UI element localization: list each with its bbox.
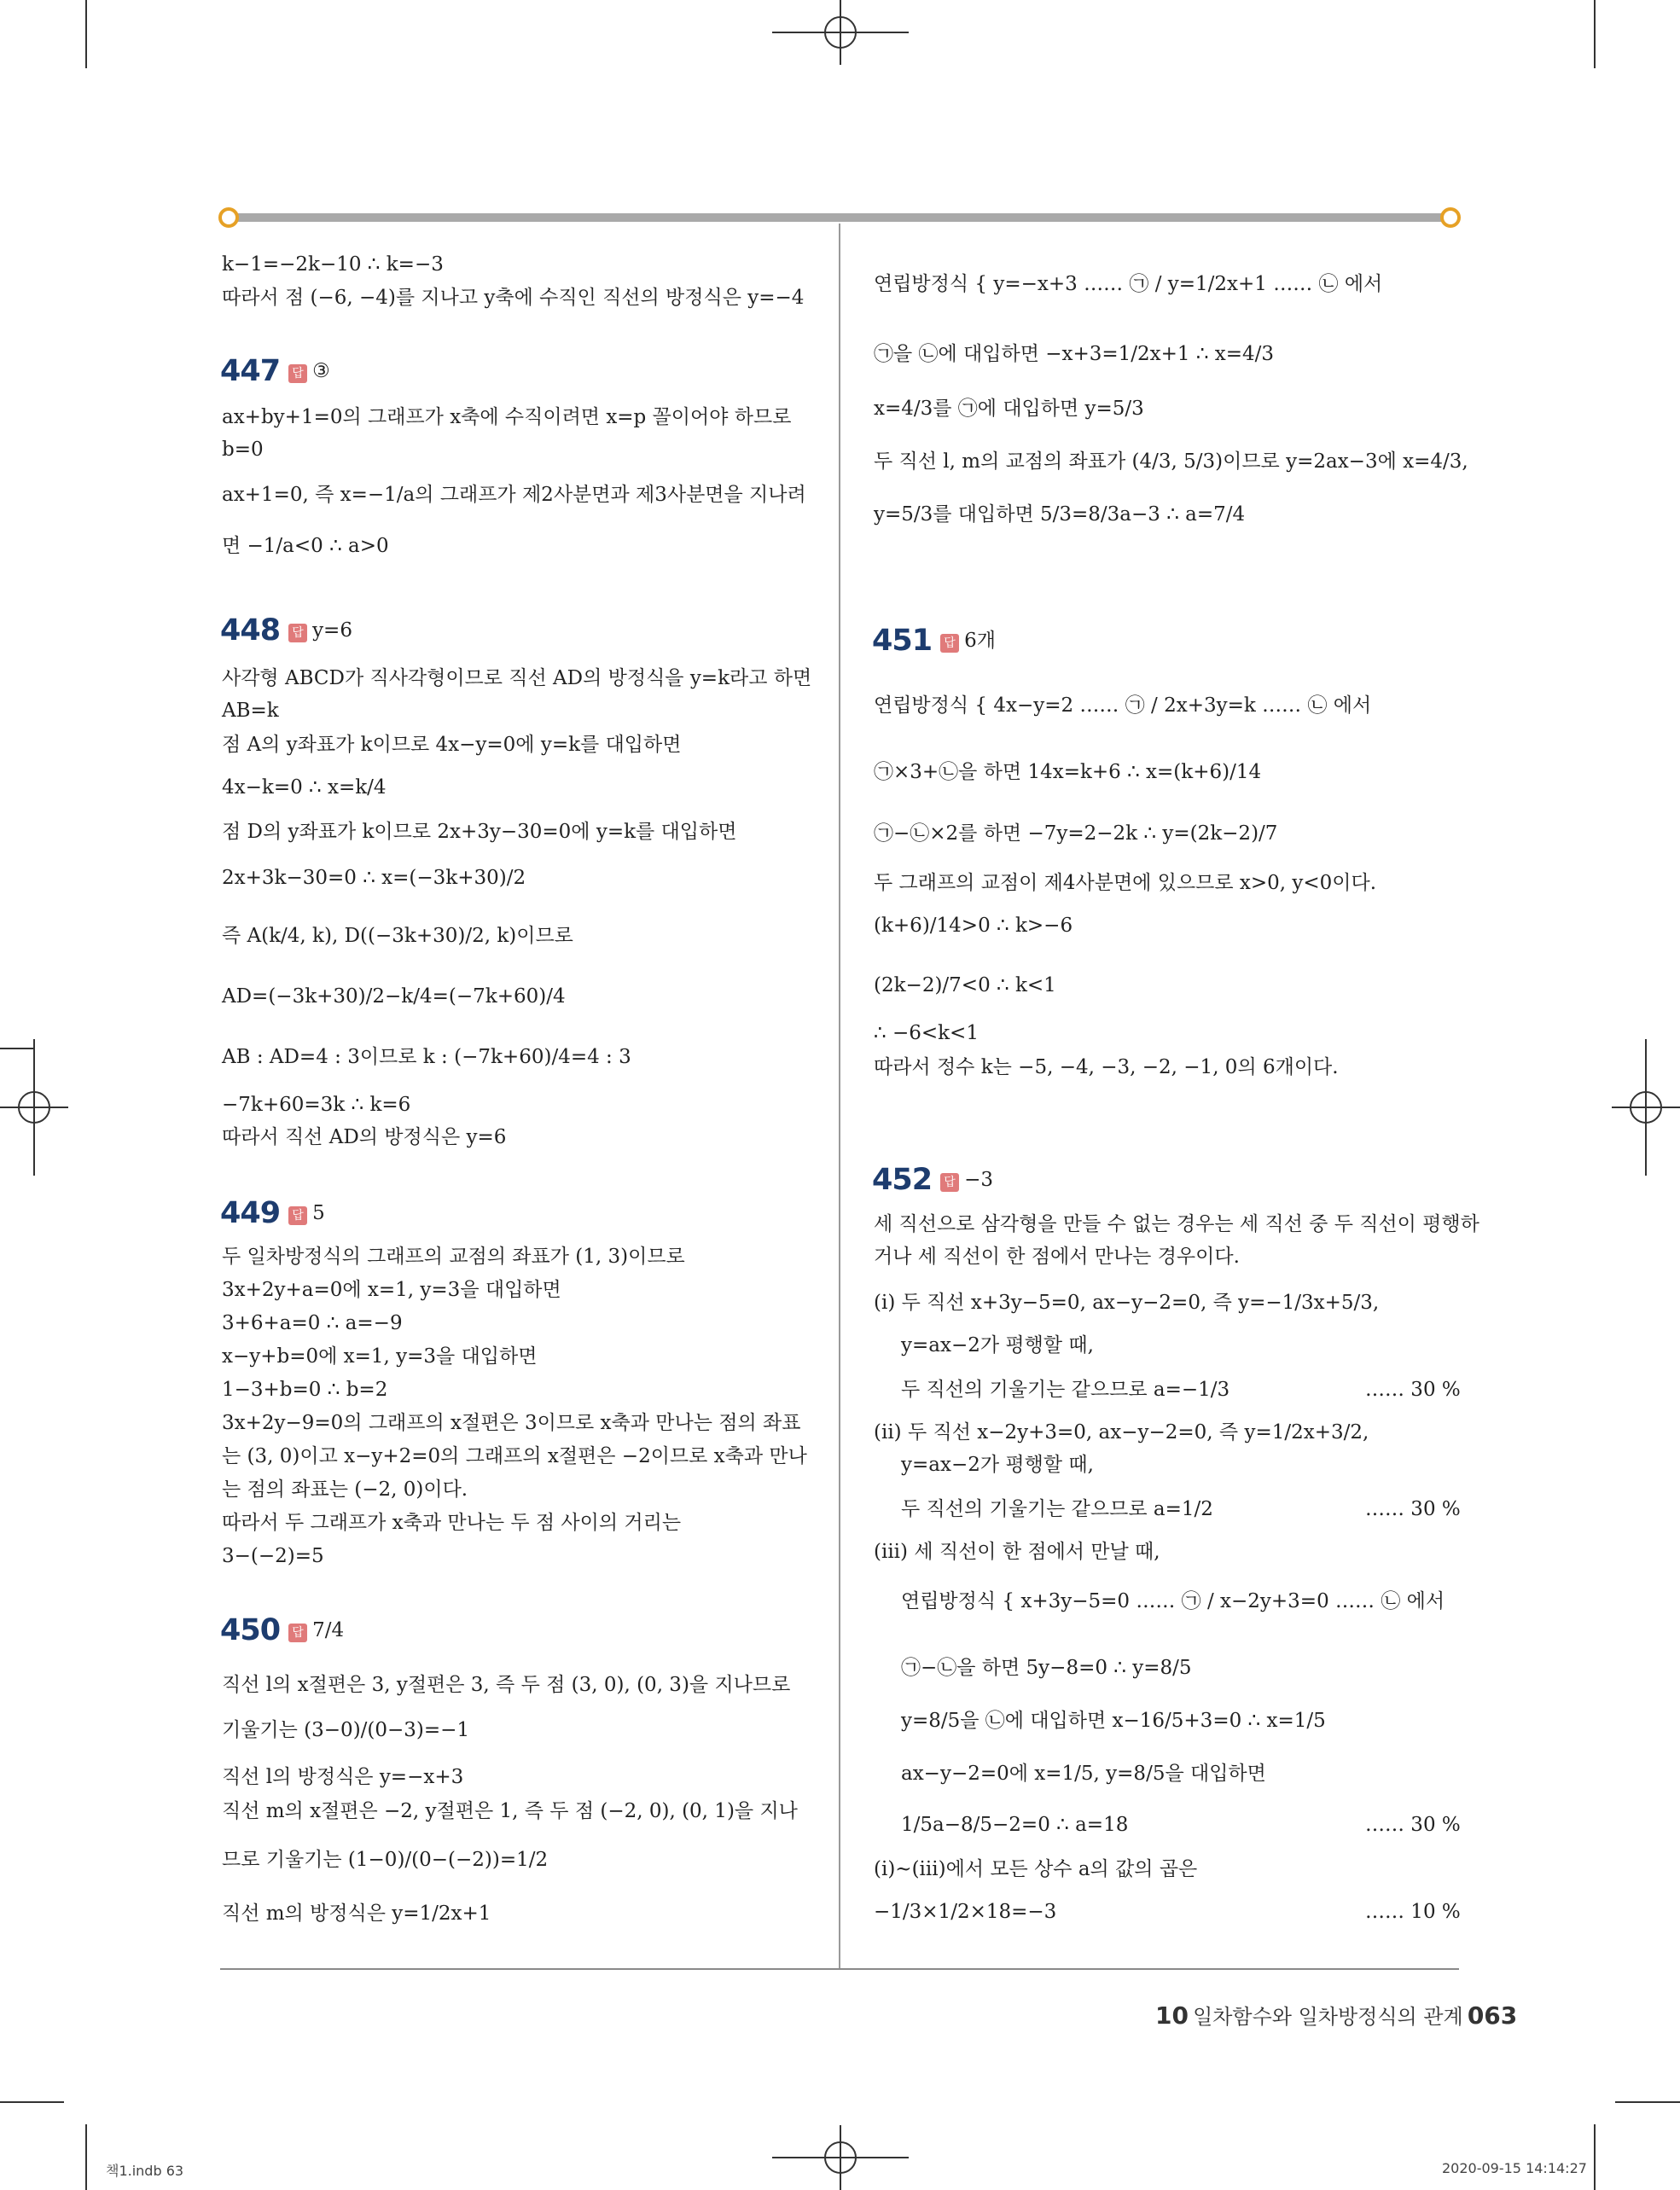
problem-header-451 (872, 621, 996, 661)
problem-header-452 (872, 1160, 993, 1200)
answer-value: 5 (312, 1202, 325, 1224)
text-line: k−1=−2k−10 ∴ k=−3 (222, 253, 444, 276)
text-line: 두 직선 l, m의 교점의 좌표가 (4/3, 5/3)이므로 y=2ax−3에 x=4/3, (874, 450, 1468, 473)
text-line: 두 직선의 기울기는 같으므로 a=−1/3 (901, 1379, 1230, 1401)
header-bar-dot-left (218, 207, 239, 228)
text-line: (i)~(iii)에서 모든 상수 a의 값의 곱은 (874, 1858, 1198, 1880)
text-line: 점 A의 y좌표가 k이므로 4x−y=0에 y=k를 대입하면 (222, 734, 682, 756)
text-line: b=0 (222, 439, 264, 461)
text-line: 두 직선의 기울기는 같으므로 a=1/2 (901, 1498, 1213, 1520)
text-line: 따라서 정수 k는 −5, −4, −3, −2, −1, 0의 6개이다. (874, 1056, 1339, 1078)
problem-number: 450 (220, 1613, 281, 1647)
text-line: AB : AD=4 : 3이므로 k : (−7k+60)/4=4 : 3 (222, 1046, 631, 1068)
text-line: 즉 A(k/4, k), D((−3k+30)/2, k)이므로 (222, 925, 573, 947)
text-line: ㉠×3+㉡을 하면 14x=k+6 ∴ x=(k+6)/14 (874, 761, 1262, 783)
score-percent: …… 30 % (1365, 1814, 1461, 1836)
text-line: 따라서 직선 AD의 방정식은 y=6 (222, 1126, 507, 1148)
text-line: 1/5a−8/5−2=0 ∴ a=18 (901, 1814, 1129, 1836)
text-line: y=ax−2가 평행할 때, (901, 1334, 1094, 1356)
crop-mark (1615, 2101, 1680, 2103)
answer-badge: 답 (288, 1624, 307, 1642)
registration-mark-top (772, 0, 909, 68)
chapter-number: 10 (1155, 2001, 1189, 2030)
text-line: (k+6)/14>0 ∴ k>−6 (874, 915, 1073, 937)
crop-mark (85, 0, 87, 68)
page-footer (1155, 2000, 1517, 2030)
problem-header-448 (220, 611, 352, 651)
text-line: 연립방정식 { x+3y−5=0 …… ㉠ / x−2y+3=0 …… ㉡ 에서 (901, 1590, 1445, 1612)
column-divider (839, 224, 840, 1968)
text-line: AB=k (222, 700, 279, 722)
text-line: 두 일차방정식의 그래프의 교점의 좌표가 (1, 3)이므로 (222, 1246, 685, 1268)
text-line: 3x+2y+a=0에 x=1, y=3을 대입하면 (222, 1279, 561, 1301)
text-line: 사각형 ABCD가 직사각형이므로 직선 AD의 방정식을 y=k라고 하면 (222, 667, 812, 689)
crop-mark (0, 2101, 64, 2103)
text-line: −1/3×1/2×18=−3 (874, 1901, 1057, 1923)
registration-mark-bottom (772, 2122, 909, 2190)
crop-mark (1594, 2124, 1596, 2190)
answer-badge: 답 (288, 624, 307, 642)
text-line: AD=(−3k+30)/2−k/4=(−7k+60)/4 (222, 985, 566, 1008)
answer-badge: 답 (940, 634, 959, 653)
text-line: ∴ −6<k<1 (874, 1022, 979, 1044)
page-number: 063 (1467, 2001, 1518, 2030)
text-line: 는 점의 좌표는 (−2, 0)이다. (222, 1478, 468, 1501)
registration-mark-left (0, 1039, 68, 1176)
crop-mark (1594, 0, 1596, 68)
text-line: 1−3+b=0 ∴ b=2 (222, 1379, 388, 1401)
text-line: ㉠−㉡×2를 하면 −7y=2−2k ∴ y=(2k−2)/7 (874, 822, 1278, 845)
file-name: 책1.indb 63 (106, 2163, 184, 2179)
answer-badge: 답 (288, 364, 307, 383)
text-line: ax+1=0, 즉 x=−1/a의 그래프가 제2사분면과 제3사분면을 지나려 (222, 484, 806, 506)
text-line: y=8/5을 ㉡에 대입하면 x−16/5+3=0 ∴ x=1/5 (901, 1710, 1326, 1732)
text-line: 므로 기울기는 (1−0)/(0−(−2))=1/2 (222, 1849, 549, 1871)
text-line: y=5/3를 대입하면 5/3=8/3a−3 ∴ a=7/4 (874, 503, 1246, 526)
text-line: 직선 m의 x절편은 −2, y절편은 1, 즉 두 점 (−2, 0), (0, 1)을 지나 (222, 1800, 798, 1822)
text-line: 연립방정식 { 4x−y=2 …… ㉠ / 2x+3y=k …… ㉡ 에서 (874, 694, 1372, 717)
text-line: 2x+3k−30=0 ∴ x=(−3k+30)/2 (222, 867, 526, 889)
text-line: (2k−2)/7<0 ∴ k<1 (874, 974, 1056, 996)
text-line: (iii) 세 직선이 한 점에서 만날 때, (874, 1541, 1160, 1563)
text-line: 두 그래프의 교점이 제4사분면에 있으므로 x>0, y<0이다. (874, 872, 1377, 894)
problem-header-450 (220, 1611, 344, 1651)
answer-badge: 답 (288, 1206, 307, 1225)
score-percent: …… 30 % (1365, 1498, 1461, 1520)
problem-number: 452 (872, 1163, 933, 1197)
bottom-rule (220, 1968, 1459, 1970)
problem-number: 448 (220, 613, 281, 648)
text-line: 면 −1/a<0 ∴ a>0 (222, 535, 389, 557)
text-line: 따라서 두 그래프가 x축과 만나는 두 점 사이의 거리는 (222, 1512, 682, 1534)
text-line: 직선 l의 방정식은 y=−x+3 (222, 1766, 464, 1788)
text-line: 직선 l의 x절편은 3, y절편은 3, 즉 두 점 (3, 0), (0, 3)을 지나므로 (222, 1674, 791, 1696)
header-bar (225, 213, 1450, 222)
text-line: ㉠−㉡을 하면 5y−8=0 ∴ y=8/5 (901, 1657, 1192, 1679)
crop-mark (85, 2124, 87, 2190)
print-timestamp: 2020-09-15 14:14:27 (1442, 2160, 1587, 2176)
answer-value: 7/4 (312, 1619, 345, 1641)
answer-value: 6개 (964, 630, 996, 652)
text-line: 는 (3, 0)이고 x−y+2=0의 그래프의 x절편은 −2이므로 x축과 만나 (222, 1445, 807, 1467)
problem-number: 449 (220, 1196, 281, 1230)
answer-value: y=6 (312, 619, 352, 642)
text-line: 기울기는 (3−0)/(0−3)=−1 (222, 1719, 470, 1741)
text-line: 3−(−2)=5 (222, 1545, 324, 1567)
text-line: x=4/3를 ㉠에 대입하면 y=5/3 (874, 398, 1144, 420)
text-line: −7k+60=3k ∴ k=6 (222, 1094, 411, 1116)
answer-badge: 답 (940, 1173, 959, 1192)
text-line: ax−y−2=0에 x=1/5, y=8/5을 대입하면 (901, 1763, 1266, 1785)
answer-value: ③ (312, 360, 330, 382)
text-line: y=ax−2가 평행할 때, (901, 1454, 1094, 1476)
text-line: x−y+b=0에 x=1, y=3을 대입하면 (222, 1345, 538, 1368)
text-line: (i) 두 직선 x+3y−5=0, ax−y−2=0, 즉 y=−1/3x+5/3, (874, 1292, 1380, 1314)
text-line: 점 D의 y좌표가 k이므로 2x+3y−30=0에 y=k를 대입하면 (222, 821, 737, 843)
text-line: ax+by+1=0의 그래프가 x축에 수직이려면 x=p 꼴이어야 하므로 (222, 406, 792, 428)
header-bar-dot-right (1440, 207, 1461, 228)
chapter-title: 일차함수와 일차방정식의 관계 (1193, 2005, 1463, 2029)
text-line: 세 직선으로 삼각형을 만들 수 없는 경우는 세 직선 중 두 직선이 평행하 (874, 1213, 1479, 1235)
text-line: 거나 세 직선이 한 점에서 만나는 경우이다. (874, 1246, 1240, 1268)
problem-header-449 (220, 1194, 325, 1234)
text-line: 3+6+a=0 ∴ a=−9 (222, 1312, 403, 1334)
text-line: 4x−k=0 ∴ x=k/4 (222, 776, 387, 799)
text-line: 직선 m의 방정식은 y=1/2x+1 (222, 1902, 491, 1925)
problem-number: 447 (220, 354, 281, 388)
problem-header-447 (220, 351, 330, 392)
text-line: (ii) 두 직선 x−2y+3=0, ax−y−2=0, 즉 y=1/2x+3/2, (874, 1421, 1369, 1444)
text-line: ㉠을 ㉡에 대입하면 −x+3=1/2x+1 ∴ x=4/3 (874, 343, 1275, 365)
registration-mark-right (1612, 1039, 1680, 1176)
text-line: 따라서 점 (−6, −4)를 지나고 y축에 수직인 직선의 방정식은 y=−4 (222, 287, 805, 309)
answer-value: −3 (964, 1169, 993, 1191)
score-percent: …… 30 % (1365, 1379, 1461, 1401)
score-percent: …… 10 % (1365, 1901, 1461, 1923)
text-line: 연립방정식 { y=−x+3 …… ㉠ / y=1/2x+1 …… ㉡ 에서 (874, 273, 1383, 295)
text-line: 3x+2y−9=0의 그래프의 x절편은 3이므로 x축과 만나는 점의 좌표 (222, 1412, 801, 1434)
problem-number: 451 (872, 624, 933, 658)
